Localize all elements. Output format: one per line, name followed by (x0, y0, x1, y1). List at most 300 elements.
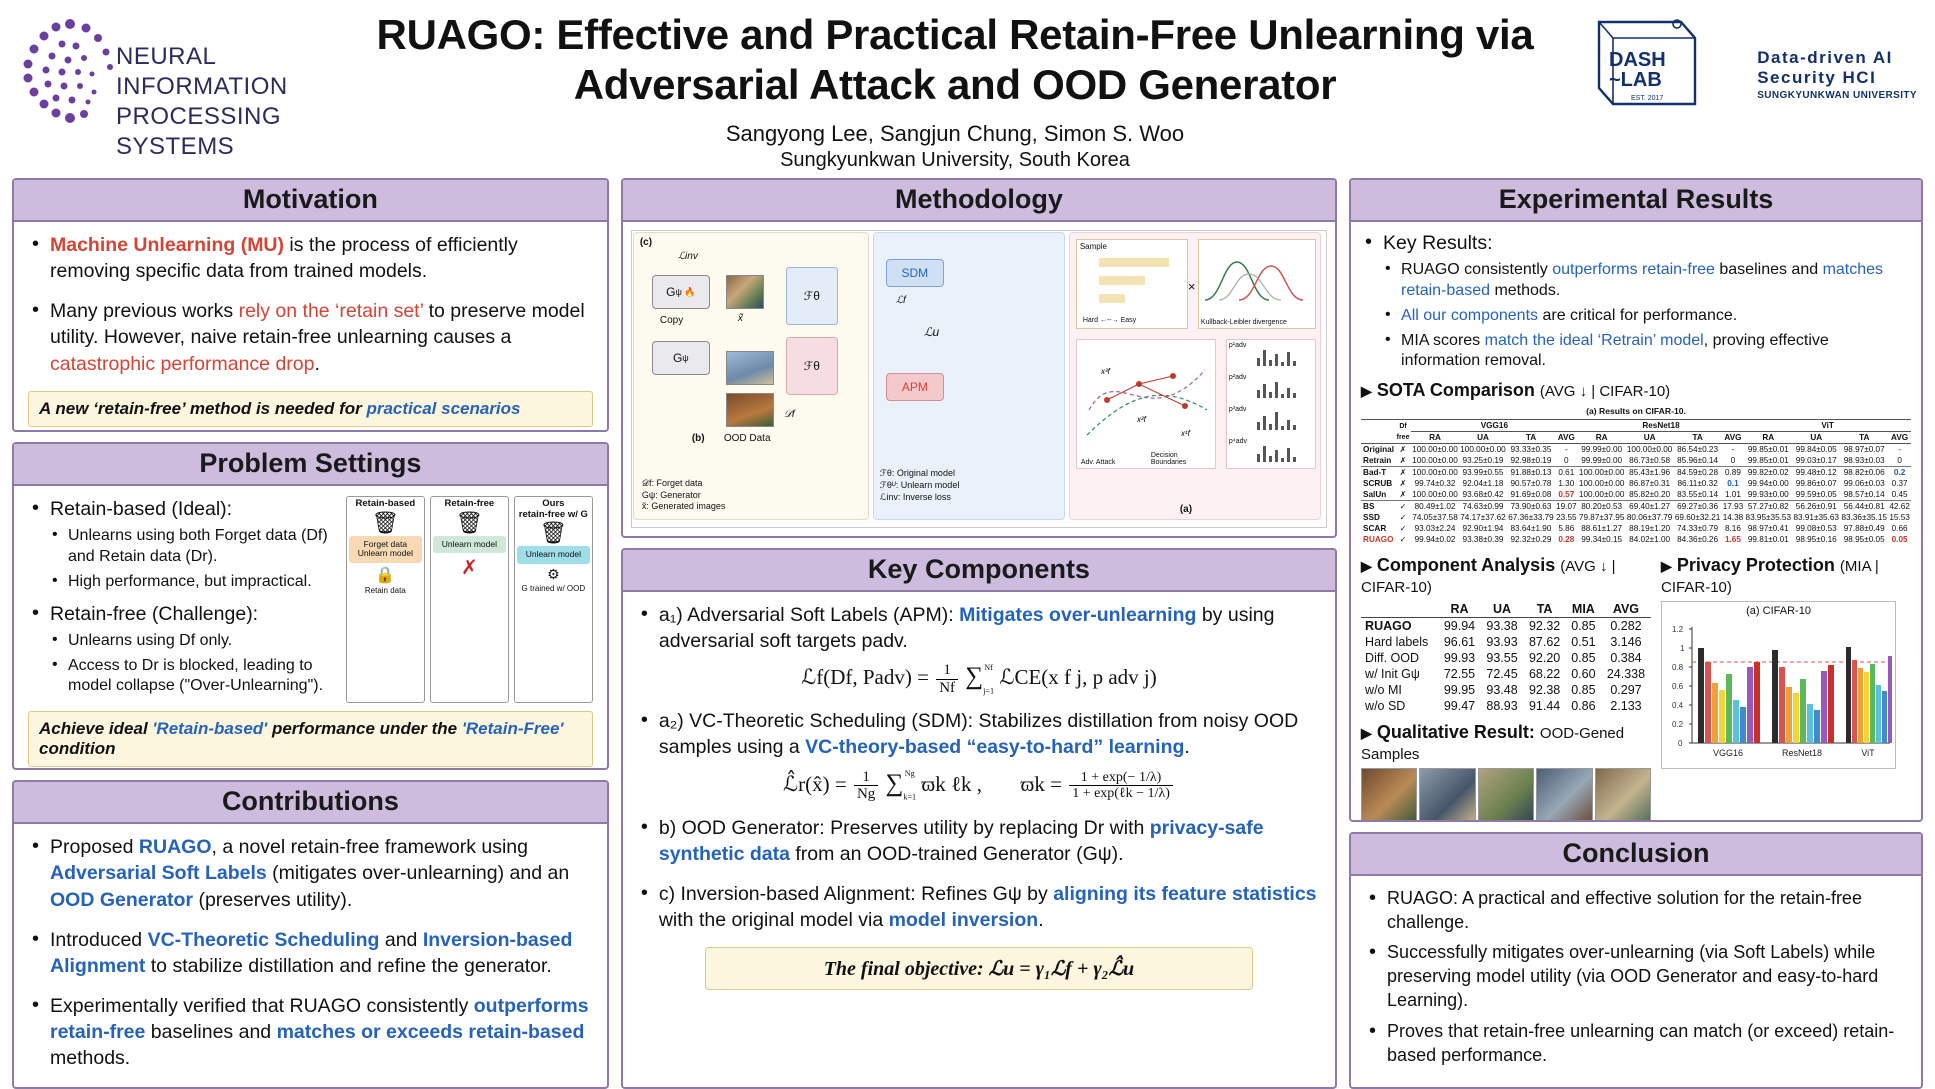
privacy-head-label: Privacy Protection (1676, 555, 1835, 576)
contributions-title: Contributions (14, 782, 607, 824)
kr3b: match the ideal ‘Retrain’ model (1484, 331, 1704, 349)
sota-comparison-head (1361, 380, 1911, 401)
pc-a: Achieve ideal (39, 719, 153, 739)
formula-retain-loss (637, 769, 1321, 803)
motivation-body (14, 222, 607, 432)
qualitative-head (1361, 722, 1651, 764)
p4-label: p⁴adv (1228, 438, 1248, 445)
catastrophic-term: catastrophic performance drop (50, 352, 315, 375)
c3c: baselines and (145, 1021, 277, 1044)
keycomp-bullet-b (637, 815, 1321, 867)
node-generator-1: G ψ 🔥 (652, 275, 710, 309)
figure-legend (642, 478, 726, 513)
problem-b1-sub1: • Unlearns using both Forget data (Df) and Retain data (Dr). (50, 526, 336, 568)
f1-sup: Nf (984, 663, 993, 673)
motivation-bullet-1 (28, 232, 593, 284)
cross-out-icon: ✗ (460, 557, 478, 580)
col-avg-3: AVG (1888, 431, 1911, 443)
f-theta-u-label: ℱθ (803, 359, 820, 373)
fig-card-1-unlearn: Unlearn model (357, 548, 413, 559)
copy-label: Copy (659, 315, 684, 326)
fig-card-3-unlearn: Unlearn model (525, 549, 581, 560)
table-row: BS ✓ 80.49±1.02 74.63±0.99 73.90±0.63 19.07 80.20±0.53 69.40±1.27 69.27±0.36 17.93 57.27±0.82 56.26±0.91 56.44±0.81 42.62 (1363, 502, 1910, 512)
svg-text:x²f: x²f (1136, 415, 1146, 424)
svg-text:1.2: 1.2 (1672, 625, 1684, 635)
group-vit: ViT (1744, 419, 1911, 431)
c3a: Experimentally verified that RUAGO consistently (50, 994, 474, 1017)
group-resnet18: ResNet18 (1578, 419, 1745, 431)
triangle-icon-3: ▶ (1661, 558, 1672, 575)
table-row: Retrain ✗ 100.00±0.00 93.25±0.19 92.98±0.19 0 99.99±0.00 86.73±0.58 85.96±0.14 0 99.85±0.01 99.03±0.17 98.93±0.03 0 (1363, 455, 1902, 465)
kld-chart (1198, 239, 1316, 329)
col-ua-3: UA (1792, 431, 1840, 443)
f2-rhs-den: 1 + exp(ℓk − 1/λ) (1072, 786, 1170, 801)
figure-pane-sdm-apm (873, 232, 1065, 520)
affiliation: Sungkyunkwan University, South Korea (780, 149, 1130, 172)
f2-den: Ng (856, 786, 876, 802)
sku-line2: Security HCI (1757, 68, 1877, 87)
p1-label: p¹adv (1228, 342, 1247, 349)
problem-b2-sub1: • Unlearns using Df only. (50, 631, 336, 652)
node-apm (886, 373, 944, 401)
col-ra-3: RA (1744, 431, 1792, 443)
table-row: Bad-T ✗ 100.00±0.00 93.99±0.55 91.88±0.13 0.61 100.00±0.00 85.43±1.96 84.59±0.28 0.89 99.82±0.02 99.48±0.12 98.82±0.06 0.2 (1361, 466, 1911, 478)
final-objective-callout: The final objective: ℒu = γ₁ℒf + γ₂ℒ̂u (705, 947, 1252, 990)
matches-term: matches or exceeds retain-based (276, 1021, 585, 1044)
conclusion-body (1351, 876, 1921, 1089)
column-left (12, 178, 609, 1089)
problem-bullet-retain-free (28, 601, 336, 698)
figure-pane-analysis: Sample Hard ←--→ Easy Kullback-Leibler divergence × x³f x²f x¹f Adv. Attack Decision Boundaries p¹adv p²adv p³adv p⁴adv (a) (1069, 232, 1321, 520)
padv-bars (1226, 339, 1316, 469)
dash-lab-logo-icon (1585, 14, 1705, 126)
kc2c: . (1184, 736, 1190, 759)
table-row: SSD ✓ 74.05±37.58 74.17±37.62 67.36±33.79 23.55 79.87±37.95 80.06±37.79 69.60±32.21 14.38 83.95±35.53 83.91±35.63 83.36±35.15 15.53 (1363, 513, 1910, 523)
motivation-callout-b: practical scenarios (366, 398, 521, 418)
sample-image-2 (1419, 768, 1475, 822)
f2-lhs: ℒ̂r(x̂) = (782, 771, 847, 796)
kc2a: a₂) VC-Theoretic Scheduling (SDM): Stabilizes distillation from noisy OOD samples using a (658, 710, 1299, 759)
f1-tail: ℒCE(x f j, p adv j) (999, 665, 1157, 690)
legend-4: ℱθ: Original model (879, 468, 955, 478)
table-row: w/ Init Gψ 72.55 72.45 68.22 0.60 24.338 (1365, 667, 1646, 682)
keycomp-title: Key Components (623, 550, 1335, 592)
table-row: RUAGO 99.94 93.38 92.32 0.85 0.282 (1365, 619, 1642, 634)
col-ra-2: RA (1578, 431, 1626, 443)
comp-head-label: Component Analysis (1376, 555, 1556, 576)
fig-card-retain-based (346, 496, 425, 703)
panel-experimental-results (1349, 178, 1923, 822)
f1-lhs: ℒf(Df, Padv) = (801, 665, 929, 690)
panel-problem-settings (12, 442, 609, 770)
f2-sub: k=1 (903, 792, 917, 802)
f1-num: 1 (936, 662, 958, 680)
chart-svg (1662, 616, 1897, 768)
motivation-bullet-1-rest: is the process of efficiently removing specific data from trained models. (50, 234, 518, 283)
author-list: Sangyong Lee, Sangjun Chung, Simon S. Woo (725, 121, 1185, 147)
trash-icon: 🗑 (371, 509, 400, 535)
sample-label: Sample (1079, 242, 1107, 251)
ruago-term: RUAGO (138, 836, 212, 859)
contrib-bullet-3 (28, 993, 593, 1071)
kr1a: RUAGO consistently (1401, 261, 1553, 279)
svg-text:DASH: DASH (1609, 49, 1666, 71)
neurips-dots-icon (18, 14, 128, 132)
svg-text:0.6: 0.6 (1672, 682, 1684, 692)
trash-icon-2: 🗑 (455, 509, 484, 535)
conclusion-title: Conclusion (1351, 834, 1921, 876)
gear-icon: ⚙ (547, 565, 560, 582)
privacy-head (1661, 555, 1896, 597)
privacy-sub-label: (MIA | CIFAR-10) (1661, 558, 1879, 597)
kr1d: matches retain-based (1401, 261, 1884, 299)
adv-attack-diagram (1076, 339, 1216, 469)
svg-text:ViT: ViT (1861, 748, 1875, 759)
node-f-theta-u (786, 337, 838, 395)
fig-card-ours (514, 496, 593, 703)
sungkyunkwan-logo-text (1757, 48, 1917, 101)
poster-title: RUAGO: Effective and Practical Retain-Free Unlearning via Adversarial Attack and OOD Generator (376, 11, 1534, 108)
poster-header (0, 0, 1935, 178)
vc-sched-term: VC-Theoretic Scheduling (147, 928, 380, 951)
comp-col-4: MIA (1566, 601, 1601, 618)
ood-image-1 (726, 351, 774, 385)
motivation-bullet-2 (28, 298, 593, 376)
problem-b2-label: Retain-free (Challenge): (50, 602, 259, 625)
problem-body (14, 486, 607, 770)
svg-text:x³f: x³f (1100, 367, 1110, 376)
svg-text:EST. 2017: EST. 2017 (1631, 95, 1664, 102)
kc1c: by using adversarial soft targets padv. (658, 604, 1275, 653)
keycomp-bullet-a2 (637, 708, 1321, 760)
df-label: 𝒟f (783, 409, 795, 420)
tag-c: (c) (639, 237, 653, 248)
fig-card-2-box (433, 536, 506, 554)
key-result-3 (1383, 331, 1911, 373)
fig-card-3-box (517, 546, 590, 564)
panel-methodology (621, 178, 1337, 538)
lock-icon: 🔒 (375, 567, 396, 585)
methodology-figure (627, 226, 1331, 532)
f2-sum: ∑ (885, 769, 904, 797)
neurips-logo (18, 10, 348, 160)
component-analysis-head (1361, 555, 1651, 597)
adv-soft-labels-term: Adversarial Soft Labels (50, 862, 267, 885)
sample-image-5 (1595, 768, 1651, 822)
svg-text:~LAB: ~LAB (1609, 69, 1662, 91)
col-ta-3: TA (1840, 431, 1888, 443)
table-row: SCAR ✓ 93.03±2.24 92.90±1.94 83.64±1.90 5.86 88.61±1.27 88.19±1.20 74.33±0.79 8.16 98.97±0.41 99.08±0.53 97.88±0.49 0.66 (1363, 524, 1908, 534)
c2c: and (379, 928, 423, 951)
problem-bullet-retain-based (28, 496, 336, 593)
ood-image-2 (726, 393, 774, 427)
svg-text:1: 1 (1680, 644, 1685, 654)
figure-pane-generator (633, 232, 869, 520)
analysis-row (1361, 555, 1911, 822)
formula-forget-loss (637, 662, 1321, 696)
sota-table (1361, 405, 1911, 545)
c3e: methods. (50, 1047, 131, 1070)
sku-line1: Data-driven AI (1757, 48, 1893, 67)
triangle-icon-4: ▶ (1361, 725, 1372, 742)
key-results-label: Key Results: (1383, 232, 1493, 254)
df-free-1: Df (1399, 422, 1407, 430)
motivation-title: Motivation (14, 180, 607, 222)
table-row: Original ✗ 100.00±0.00 100.00±0.00 93.33±0.35 - 99.99±0.00 100.00±0.00 86.54±0.23 - 99.85±0.01 99.84±0.05 98.97±0.07 - (1363, 444, 1901, 454)
kc3c: from an OOD-trained Generator (Gψ). (789, 842, 1124, 865)
mu-term: Machine Unlearning (MU) (50, 234, 285, 256)
sdm-label: SDM (901, 266, 929, 280)
ood-generator-term: OOD Generator (50, 888, 194, 911)
mb2e: . (314, 352, 320, 375)
lf-label: ℒf (895, 295, 906, 306)
poster-columns (0, 178, 1935, 1089)
pc-c: performance (267, 719, 380, 739)
comp-sub-label: (AVG ↓ | CIFAR-10) (1361, 558, 1616, 597)
col-ua-2: UA (1626, 431, 1674, 443)
col-avg-2: AVG (1722, 431, 1745, 443)
results-title: Experimental Results (1351, 180, 1921, 222)
privacy-protection-block (1661, 555, 1896, 822)
triangle-icon-2: ▶ (1361, 558, 1372, 575)
chart-title: (a) CIFAR-10 (1746, 605, 1811, 618)
apm-label: APM (901, 380, 928, 394)
comp-col-5: AVG (1601, 601, 1651, 618)
sample-image-3 (1478, 768, 1534, 822)
outperform-term: outperforms retain-free (50, 994, 589, 1044)
hard-easy-label: Hard ←--→ Easy (1082, 317, 1137, 324)
svg-text:x¹f: x¹f (1180, 429, 1190, 438)
svg-text:0.8: 0.8 (1672, 663, 1684, 673)
fig-card-3-caption-1: Ours (542, 498, 565, 510)
node-generator-2: G ψ (652, 341, 710, 375)
problem-b2-sub2: • Access to Dr is blocked, leading to model collapse ("Over-Unlearning"). (50, 656, 336, 698)
title-block (320, 10, 1590, 172)
neurips-logo-text (116, 42, 348, 162)
tag-b: (b) (691, 433, 705, 444)
motivation-callout (28, 391, 593, 427)
legend-6: ℒinv: Inverse loss (879, 492, 951, 502)
legend-5: ℱθᵁ: Unlearn model (879, 480, 960, 490)
table-row: w/o MI 99.95 93.48 92.38 0.85 0.297 (1365, 683, 1642, 698)
neurips-logo-line1: NEURAL INFORMATION (116, 43, 288, 100)
sota-head-label: SOTA Comparison (1376, 380, 1535, 401)
keycomp-body (623, 592, 1335, 1002)
p3-label: p³adv (1228, 406, 1247, 413)
sample-image-4 (1536, 768, 1592, 822)
kc1a: a₁) Adversarial Soft Labels (APM): (658, 604, 960, 626)
decision-bound-legend: Decision Boundaries (1150, 452, 1187, 466)
c2e: to stabilize distillation and refine the generator. (145, 954, 552, 977)
trash-icon-3: 🗑 (539, 520, 568, 546)
kr1e: methods. (1490, 281, 1561, 299)
fig-card-3-caption-2: retain-free w/ G (518, 508, 588, 520)
gen2-label: G (672, 351, 683, 365)
methodology-title: Methodology (623, 180, 1335, 222)
kr2b: are critical for performance. (1538, 306, 1738, 324)
node-sdm (886, 259, 944, 287)
f1-den: Nf (939, 679, 956, 696)
l-inv-label: ℒinv (677, 251, 698, 262)
motivation-callout-a: A new ‘retain-free’ method is needed for (39, 398, 367, 418)
qualitative-samples (1361, 768, 1651, 822)
sota-table-caption: (a) Results on CIFAR-10. (1361, 405, 1911, 419)
model-inversion-term: model inversion (888, 908, 1039, 931)
node-f-theta (786, 267, 838, 325)
conclusion-bullet-1: • RUAGO: A practical and effective solution for the retain-free challenge. (1365, 886, 1907, 934)
column-middle (621, 178, 1337, 1089)
key-result-2 (1383, 306, 1911, 327)
table-row: RUAGO ✓ 99.94±0.02 93.38±0.39 92.32±0.29 0.28 99.34±0.15 84.02±1.00 84.36±0.26 1.65 99.81±0.01 98.95±0.16 98.95±0.05 0.05 (1363, 535, 1908, 545)
privacy-safe-term: privacy-safe synthetic data (658, 816, 1264, 865)
f2-rhs-num: 1 + exp(− 1/λ) (1069, 770, 1173, 786)
f-theta-label: ℱθ (803, 289, 820, 303)
kr1c: baselines and (1714, 261, 1823, 279)
results-body (1351, 222, 1921, 822)
lu-label: ℒu (923, 325, 940, 339)
f2-num: 1 (854, 769, 878, 787)
fig-card-1-retain: Retain data (364, 586, 406, 596)
col-ta-1: TA (1507, 431, 1555, 443)
col-ta-2: TA (1674, 431, 1722, 443)
panel-key-components (621, 548, 1337, 1089)
table-row: SCRUB ✗ 99.74±0.32 92.04±1.18 90.57±0.78 1.30 100.00±0.00 86.87±0.31 86.11±0.32 0.1 99.94±0.00 99.86±0.07 99.06±0.03 0.37 (1363, 479, 1908, 489)
legend-2: Gψ: Generator (641, 489, 701, 500)
sample-image-1 (1361, 768, 1417, 822)
keycomp-bullet-a1 (637, 602, 1321, 654)
comp-col-1: RA (1438, 601, 1481, 618)
c1c: , a novel retain-free framework using (211, 836, 528, 859)
component-analysis-block (1361, 555, 1651, 822)
fig-card-3-gen: G trained w/ OOD (521, 583, 586, 593)
comp-col-3: TA (1523, 601, 1566, 618)
pc-d: under the (379, 719, 462, 739)
svg-text:ResNet18: ResNet18 (1782, 748, 1823, 759)
kr3c: , proving effective information removal. (1401, 331, 1829, 370)
comp-col-2: UA (1481, 601, 1524, 618)
legend-3: x̃: Generated images (641, 501, 726, 512)
pc-f: condition (39, 739, 116, 759)
fig-card-retain-free (430, 496, 509, 703)
sota-sub-label: (AVG ↓ | CIFAR-10) (1539, 383, 1671, 401)
c1e: (mitigates over-unlearning) and an (266, 862, 570, 885)
sample-chart (1076, 239, 1188, 329)
legend-1: 𝒟f: Forget data (641, 478, 703, 489)
f1-sub: j=1 (983, 686, 995, 696)
tag-a: (a) (1179, 504, 1193, 515)
problem-b1-label: Retain-based (Ideal): (50, 498, 233, 521)
problem-b1-sub2: • High performance, but impractical. (50, 572, 336, 593)
c1a: Proposed (50, 836, 139, 859)
contrib-bullet-1 (28, 834, 593, 912)
x-tilde-label: x̃ (737, 313, 743, 324)
table-row: Hard labels 96.61 93.93 87.62 0.51 3.146 (1365, 635, 1642, 650)
c1g: (preserves utility). (193, 888, 353, 911)
gen1-label: G (666, 285, 676, 299)
table-row: Diff. OOD 99.93 93.55 92.20 0.85 0.384 (1365, 651, 1642, 666)
easy-to-hard-term: VC-theory-based “easy-to-hard” learning (805, 736, 1185, 759)
fig-card-1-boxes (349, 536, 422, 564)
aligning-term: aligning its feature statistics (1053, 882, 1317, 905)
kr1b: outperforms retain-free (1552, 261, 1715, 279)
kc4c: with the original model via (658, 908, 889, 931)
p2-label: p²adv (1228, 374, 1247, 381)
mb2c: to preserve model utility. However, naive retain-free unlearning causes a (50, 300, 585, 349)
problem-settings-figure (346, 496, 593, 703)
conclusion-bullet-3: • Proves that retain-free unlearning can match (or exceed) retain-based performance. (1365, 1019, 1907, 1067)
col-avg-1: AVG (1555, 431, 1578, 443)
group-vgg16: VGG16 (1411, 419, 1578, 431)
problem-callout (28, 711, 593, 767)
triangle-icon-1: ▶ (1361, 383, 1372, 400)
svg-text:0.4: 0.4 (1672, 701, 1684, 711)
mitigates-term: Mitigates over-unlearning (959, 604, 1197, 626)
mb2a: Many previous works (50, 300, 239, 323)
ood-data-label: OOD Data (723, 433, 771, 444)
pc-b: 'Retain-based' (152, 719, 268, 739)
col-ua-1: UA (1459, 431, 1507, 443)
sota-table-body (1361, 443, 1911, 545)
kc4a: c) Inversion-based Alignment: Refines Gψ by (658, 882, 1054, 905)
f1-sum: ∑ (965, 663, 984, 691)
fig-card-2-caption: Retain-free (444, 498, 495, 510)
mia-bar-chart (1661, 601, 1896, 769)
kr3a: MIA scores (1401, 331, 1485, 349)
generated-image-thumb (726, 275, 764, 309)
inversion-align-term: Inversion-based Alignment (50, 928, 573, 977)
qual-sub-label: OOD-Gened Samples (1361, 725, 1625, 764)
adv-attack-legend: Adv. Attack (1080, 459, 1116, 466)
c2a: Introduced (50, 928, 148, 951)
kr2a: All our components (1401, 306, 1539, 324)
contrib-bullet-2 (28, 927, 593, 979)
component-analysis-table (1361, 601, 1651, 714)
problem-title: Problem Settings (14, 444, 607, 486)
panel-conclusion (1349, 832, 1923, 1089)
kc4e: . (1038, 908, 1044, 931)
fig-card-1-caption: Retain-based (355, 498, 416, 510)
comp-col-0 (1361, 601, 1438, 618)
methodology-body (623, 222, 1335, 536)
fig-card-2-unlearn: Unlearn model (441, 538, 497, 549)
table-row: w/o SD 99.47 88.93 91.44 0.86 2.133 (1365, 699, 1642, 714)
f2-sup: Ng (904, 769, 915, 779)
panel-motivation (12, 178, 609, 432)
keycomp-bullet-c (637, 881, 1321, 933)
svg-text:VGG16: VGG16 (1713, 748, 1744, 759)
key-results-bullet (1361, 230, 1911, 372)
df-free-2: free (1396, 434, 1410, 442)
kld-label: Kullback-Leibler divergence (1200, 319, 1287, 326)
svg-text:0: 0 (1678, 739, 1683, 749)
pc-e: 'Retain-Free' (461, 719, 564, 739)
conclusion-bullet-2: • Successfully mitigates over-unlearning (via Soft Labels) while preserving model utility (via OOD Generator and easy-to-hard Learning). (1365, 940, 1907, 1012)
f2-tail: ϖk ℓk , (921, 771, 983, 796)
qual-head-label: Qualitative Result: (1376, 722, 1535, 743)
sku-line3: SUNGKYUNKWAN UNIVERSITY (1757, 90, 1917, 101)
column-right (1349, 178, 1923, 1089)
fig-card-1-forget: Forget data (363, 538, 408, 549)
contributions-body (14, 824, 607, 1089)
f2-rhs-lhs: ϖk = (1020, 771, 1062, 796)
col-ra-1: RA (1411, 431, 1459, 443)
kc3a: b) OOD Generator: Preserves utility by replacing Dr with (658, 816, 1150, 839)
retain-set-term: rely on the ‘retain set’ (238, 300, 424, 323)
key-result-1 (1383, 260, 1911, 302)
svg-text:0.2: 0.2 (1672, 720, 1684, 730)
table-row: SalUn ✗ 100.00±0.00 93.68±0.42 91.69±0.08 0.57 100.00±0.00 85.82±0.20 83.55±0.14 1.01 99.93±0.00 99.59±0.05 98.57±0.14 0.45 (1363, 490, 1908, 500)
panel-contributions (12, 780, 609, 1089)
